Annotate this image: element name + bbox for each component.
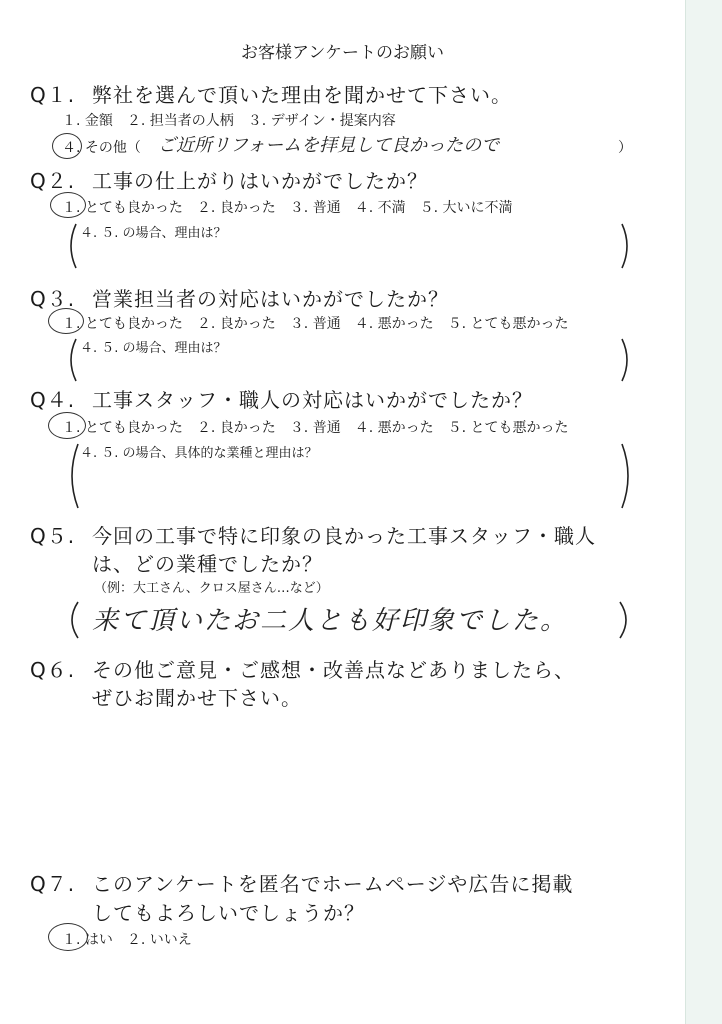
question-4-number: Q４. bbox=[30, 388, 76, 412]
question-4-reason-label: ４. ５. の場合、具体的な業種と理由は？ bbox=[80, 446, 318, 461]
question-3-number: Q３. bbox=[30, 287, 76, 311]
question-2 bbox=[30, 165, 428, 194]
question-3 bbox=[30, 283, 449, 312]
question-1-other-close: ） bbox=[618, 140, 632, 156]
page-edge-shadow bbox=[685, 0, 722, 1024]
question-2-text: 工事の仕上がりはいかがでしたか？ bbox=[92, 169, 428, 193]
question-5 bbox=[30, 520, 596, 549]
question-7-options: １. はい ２. いいえ bbox=[62, 932, 192, 948]
question-5-text-line-2: は、どの業種でしたか？ bbox=[92, 552, 323, 576]
question-1-text: 弊社を選んで頂いた理由を聞かせて下さい。 bbox=[92, 83, 512, 107]
q5-answer-bracket-left bbox=[64, 600, 80, 640]
q4-answer-bracket-right bbox=[620, 442, 636, 510]
question-5-number: Q５. bbox=[30, 524, 76, 548]
selection-circle-q3 bbox=[48, 308, 84, 334]
question-7 bbox=[30, 868, 573, 897]
question-2-reason-label: ４. ５. の場合、理由は？ bbox=[80, 226, 227, 241]
question-1 bbox=[30, 79, 512, 108]
question-6-text-line-1: その他ご意見・ご感想・改善点などありましたら、 bbox=[92, 658, 575, 682]
question-1-handwritten-answer: ご近所リフォームを拝見して良かったので bbox=[158, 135, 500, 156]
question-7-text-line-1: このアンケートを匿名でホームページや広告に掲載 bbox=[92, 872, 574, 896]
q2-answer-bracket-right bbox=[620, 222, 634, 270]
q5-answer-bracket-right bbox=[618, 600, 634, 640]
question-6-number: Q６. bbox=[30, 658, 76, 682]
question-1-options: １. 金額 ２. 担当者の人柄 ３. デザイン・提案内容 bbox=[62, 113, 396, 129]
question-4-options: １. とても良かった ２. 良かった ３. 普通 ４. 悪かった ５. とても悪かった bbox=[62, 420, 569, 436]
question-7-text-line-2: してもよろしいでしょうか？ bbox=[92, 901, 365, 925]
question-3-reason-label: ４. ５. の場合、理由は？ bbox=[80, 341, 227, 356]
selection-circle-q2 bbox=[50, 192, 86, 218]
question-2-number: Q２. bbox=[30, 169, 76, 193]
question-6-text-line-2: ぜひお聞かせ下さい。 bbox=[92, 686, 302, 710]
question-3-options: １. とても良かった ２. 良かった ３. 普通 ４. 悪かった ５. とても悪かった bbox=[62, 316, 569, 332]
page-title: お客様アンケートのお願い bbox=[241, 43, 444, 63]
question-1-number: Q１. bbox=[30, 83, 76, 107]
question-3-text: 営業担当者の対応はいかがでしたか？ bbox=[92, 287, 449, 311]
selection-circle-q4 bbox=[48, 412, 86, 439]
question-4-text: 工事スタッフ・職人の対応はいかがでしたか？ bbox=[92, 388, 533, 412]
q3-answer-bracket-right bbox=[620, 337, 634, 383]
question-7-number: Q７. bbox=[30, 872, 76, 896]
question-5-text-line-1: 今回の工事で特に印象の良かった工事スタッフ・職人 bbox=[92, 524, 596, 548]
selection-circle-q7 bbox=[48, 923, 88, 951]
question-6 bbox=[30, 654, 575, 683]
q2-answer-bracket-left bbox=[64, 222, 78, 270]
question-5-example: （例：大工さん、クロス屋さん…など） bbox=[94, 581, 329, 596]
question-2-options: １. とても良かった ２. 良かった ３. 普通 ４. 不満 ５. 大いに不満 bbox=[62, 200, 513, 216]
question-4 bbox=[30, 384, 533, 413]
q4-answer-bracket-left bbox=[64, 442, 80, 510]
selection-circle-q1 bbox=[52, 133, 82, 159]
question-1-other-label: ４. その他（ bbox=[62, 140, 141, 156]
q3-answer-bracket-left bbox=[64, 337, 78, 383]
question-5-handwritten-answer: 来て頂いたお二人とも好印象でした。 bbox=[92, 606, 569, 636]
